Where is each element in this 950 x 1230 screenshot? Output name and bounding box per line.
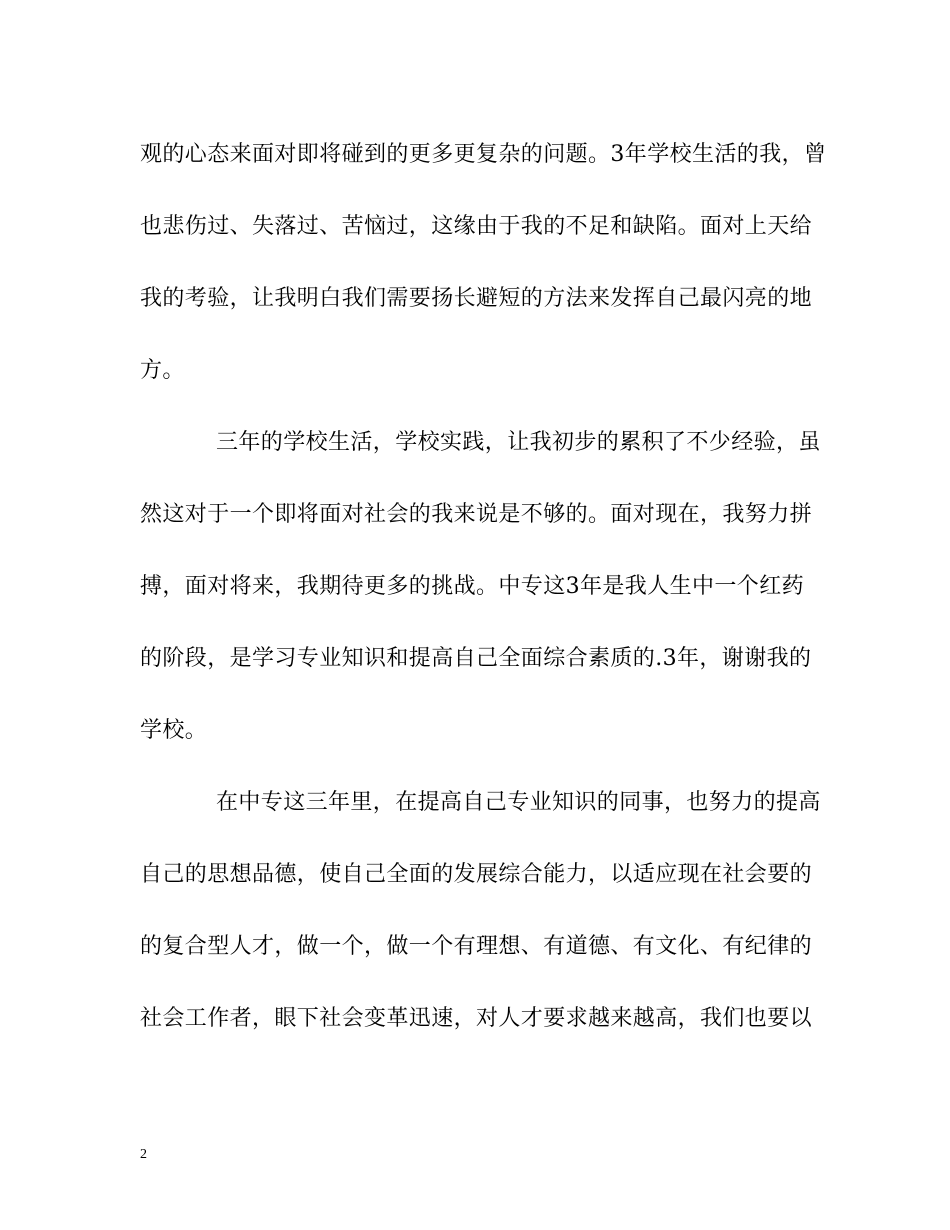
body-text [140,127,827,1063]
text-line: 社会工作者，眼下社会变革迅速，对人才要求越来越高，我们也要以 [140,1006,813,1031]
text-line: 观的心态来面对即将碰到的更多更复杂的问题。3年学校生活的我，曾 [140,142,827,167]
paragraph-start-line: 三年的学校生活，学校实践，让我初步的累积了不少经验，虽 [216,430,821,455]
text-line: 自己的思想品德，使自己全面的发展综合能力，以适应现在社会要的 [140,862,813,887]
text-line: 学校。 [140,718,208,743]
text-line: 方。 [140,358,185,383]
text-line: 的阶段，是学习专业知识和提高自己全面综合素质的.3年，谢谢我的 [140,646,812,671]
page-number: 2 [140,1147,147,1162]
text-line: 然这对于一个即将面对社会的我来说是不够的。面对现在，我努力拼 [140,502,813,527]
text-line: 也悲伤过、失落过、苦恼过，这缘由于我的不足和缺陷。面对上天给 [140,214,813,239]
text-line: 的复合型人才，做一个，做一个有理想、有道德、有文化、有纪律的 [140,934,813,959]
paragraph-start-line: 在中专这三年里，在提高自己专业知识的同事，也努力的提高 [216,790,821,815]
text-line: 搏，面对将来，我期待更多的挑战。中专这3年是我人生中一个红药 [140,574,804,599]
text-line: 我的考验，让我明白我们需要扬长避短的方法来发挥自己最闪亮的地 [140,286,813,311]
